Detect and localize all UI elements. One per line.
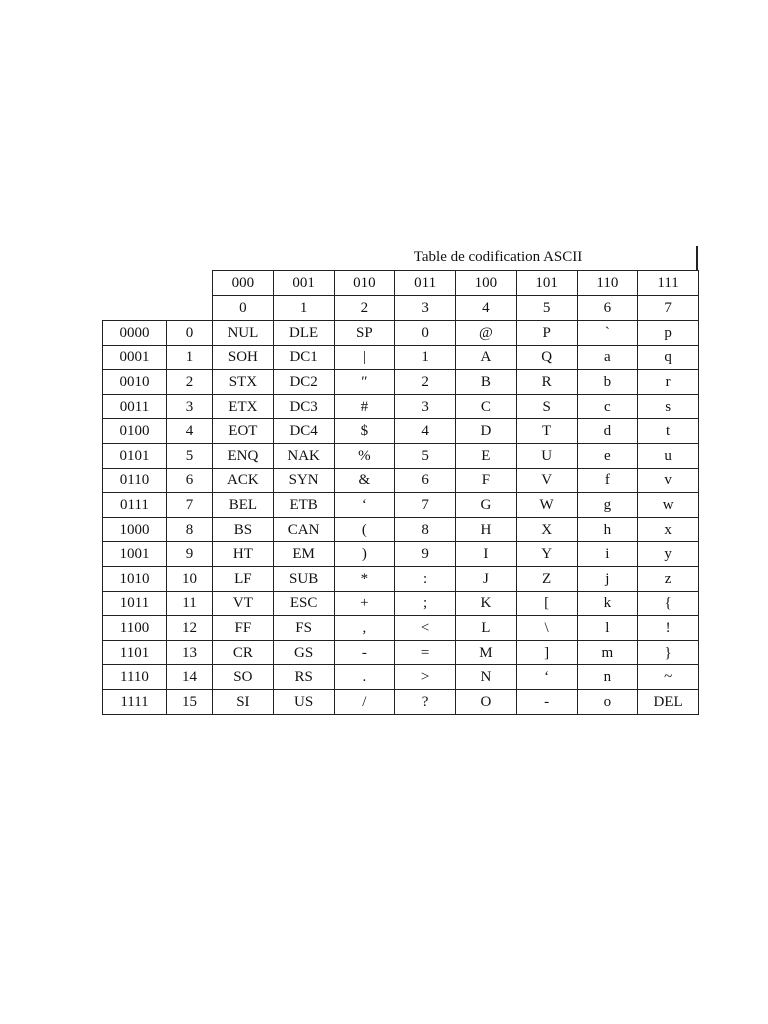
column-decimal-header-row	[103, 296, 699, 321]
ascii-char-cell: =	[395, 640, 456, 665]
column-decimal-header: 4	[456, 296, 517, 321]
ascii-char-cell: ‘	[516, 665, 577, 690]
column-binary-header-row	[103, 271, 699, 296]
row-binary-label: 1100	[103, 616, 167, 641]
ascii-char-cell: o	[577, 689, 638, 714]
ascii-char-cell: M	[456, 640, 517, 665]
ascii-char-cell: 0	[395, 321, 456, 346]
table-row	[103, 517, 699, 542]
column-binary-header: 110	[577, 271, 638, 296]
ascii-char-cell: V	[516, 468, 577, 493]
ascii-char-cell: }	[638, 640, 699, 665]
ascii-char-cell: Y	[516, 542, 577, 567]
ascii-char-cell: !	[638, 616, 699, 641]
row-decimal-label: 15	[167, 689, 213, 714]
ascii-char-cell: 5	[395, 443, 456, 468]
ascii-char-cell: I	[456, 542, 517, 567]
ascii-char-cell: ETB	[273, 493, 334, 518]
ascii-char-cell: k	[577, 591, 638, 616]
ascii-char-cell: DC3	[273, 394, 334, 419]
row-binary-label: 0101	[103, 443, 167, 468]
column-decimal-header: 0	[213, 296, 274, 321]
ascii-char-cell: d	[577, 419, 638, 444]
ascii-char-cell: 4	[395, 419, 456, 444]
ascii-char-cell: DEL	[638, 689, 699, 714]
ascii-char-cell: r	[638, 370, 699, 395]
table-row	[103, 689, 699, 714]
ascii-char-cell: G	[456, 493, 517, 518]
ascii-char-cell: SI	[213, 689, 274, 714]
ascii-char-cell: z	[638, 566, 699, 591]
ascii-char-cell: DC4	[273, 419, 334, 444]
ascii-char-cell: \	[516, 616, 577, 641]
row-binary-label: 1011	[103, 591, 167, 616]
row-binary-label: 0110	[103, 468, 167, 493]
ascii-char-cell: m	[577, 640, 638, 665]
ascii-char-cell: W	[516, 493, 577, 518]
row-binary-label: 1001	[103, 542, 167, 567]
ascii-char-cell: BS	[213, 517, 274, 542]
row-binary-label: 1111	[103, 689, 167, 714]
table-row	[103, 616, 699, 641]
ascii-char-cell: $	[334, 419, 395, 444]
row-decimal-label: 7	[167, 493, 213, 518]
ascii-char-cell: j	[577, 566, 638, 591]
row-decimal-label: 14	[167, 665, 213, 690]
column-binary-header: 001	[273, 271, 334, 296]
ascii-char-cell: ‘	[334, 493, 395, 518]
ascii-char-cell: F	[456, 468, 517, 493]
ascii-char-cell: b	[577, 370, 638, 395]
ascii-char-cell: ]	[516, 640, 577, 665]
ascii-char-cell: c	[577, 394, 638, 419]
ascii-char-cell: B	[456, 370, 517, 395]
ascii-char-cell: [	[516, 591, 577, 616]
ascii-char-cell: #	[334, 394, 395, 419]
ascii-char-cell: {	[638, 591, 699, 616]
ascii-char-cell: J	[456, 566, 517, 591]
ascii-char-cell: *	[334, 566, 395, 591]
ascii-char-cell: h	[577, 517, 638, 542]
ascii-char-cell: R	[516, 370, 577, 395]
ascii-char-cell: &	[334, 468, 395, 493]
column-binary-header: 111	[638, 271, 699, 296]
right-edge-rule	[696, 246, 698, 270]
table-row	[103, 542, 699, 567]
ascii-char-cell: GS	[273, 640, 334, 665]
table-row	[103, 321, 699, 346]
ascii-char-cell: t	[638, 419, 699, 444]
ascii-char-cell: CAN	[273, 517, 334, 542]
row-decimal-label: 3	[167, 394, 213, 419]
table-row	[103, 640, 699, 665]
row-binary-label: 0011	[103, 394, 167, 419]
ascii-char-cell: s	[638, 394, 699, 419]
ascii-char-cell: x	[638, 517, 699, 542]
ascii-char-cell: BEL	[213, 493, 274, 518]
ascii-char-cell: CR	[213, 640, 274, 665]
ascii-char-cell: >	[395, 665, 456, 690]
ascii-char-cell: FF	[213, 616, 274, 641]
ascii-char-cell: Z	[516, 566, 577, 591]
ascii-char-cell: 3	[395, 394, 456, 419]
row-binary-label: 0100	[103, 419, 167, 444]
ascii-char-cell: VT	[213, 591, 274, 616]
ascii-char-cell: H	[456, 517, 517, 542]
row-binary-label: 0111	[103, 493, 167, 518]
ascii-char-cell: +	[334, 591, 395, 616]
ascii-table-body	[103, 271, 699, 715]
ascii-char-cell: @	[456, 321, 517, 346]
ascii-char-cell: ENQ	[213, 443, 274, 468]
ascii-char-cell: SP	[334, 321, 395, 346]
ascii-char-cell: SO	[213, 665, 274, 690]
ascii-char-cell: DC1	[273, 345, 334, 370]
blank-cell	[103, 296, 167, 321]
row-decimal-label: 12	[167, 616, 213, 641]
ascii-char-cell: %	[334, 443, 395, 468]
ascii-char-cell: ″	[334, 370, 395, 395]
ascii-char-cell: A	[456, 345, 517, 370]
column-binary-header: 000	[213, 271, 274, 296]
blank-cell	[167, 296, 213, 321]
ascii-char-cell: ACK	[213, 468, 274, 493]
ascii-char-cell: SYN	[273, 468, 334, 493]
row-decimal-label: 2	[167, 370, 213, 395]
ascii-char-cell: 1	[395, 345, 456, 370]
ascii-char-cell: HT	[213, 542, 274, 567]
row-decimal-label: 4	[167, 419, 213, 444]
blank-cell	[167, 271, 213, 296]
table-row	[103, 394, 699, 419]
column-binary-header: 010	[334, 271, 395, 296]
row-decimal-label: 13	[167, 640, 213, 665]
ascii-char-cell: 7	[395, 493, 456, 518]
ascii-char-cell: ,	[334, 616, 395, 641]
column-decimal-header: 1	[273, 296, 334, 321]
column-decimal-header: 7	[638, 296, 699, 321]
row-decimal-label: 10	[167, 566, 213, 591]
ascii-char-cell: u	[638, 443, 699, 468]
ascii-char-cell: (	[334, 517, 395, 542]
column-binary-header: 100	[456, 271, 517, 296]
row-binary-label: 1110	[103, 665, 167, 690]
ascii-char-cell: p	[638, 321, 699, 346]
table-row	[103, 665, 699, 690]
table-row	[103, 443, 699, 468]
ascii-char-cell: e	[577, 443, 638, 468]
ascii-char-cell: ;	[395, 591, 456, 616]
ascii-char-cell: E	[456, 443, 517, 468]
ascii-char-cell: P	[516, 321, 577, 346]
ascii-char-cell: w	[638, 493, 699, 518]
table-row	[103, 370, 699, 395]
ascii-char-cell: ESC	[273, 591, 334, 616]
ascii-char-cell: X	[516, 517, 577, 542]
row-binary-label: 0000	[103, 321, 167, 346]
row-binary-label: 0010	[103, 370, 167, 395]
row-decimal-label: 11	[167, 591, 213, 616]
ascii-char-cell: f	[577, 468, 638, 493]
column-binary-header: 101	[516, 271, 577, 296]
ascii-char-cell: ~	[638, 665, 699, 690]
ascii-char-cell: `	[577, 321, 638, 346]
ascii-char-cell: n	[577, 665, 638, 690]
ascii-char-cell: FS	[273, 616, 334, 641]
ascii-char-cell: q	[638, 345, 699, 370]
ascii-char-cell: O	[456, 689, 517, 714]
ascii-char-cell: U	[516, 443, 577, 468]
column-binary-header: 011	[395, 271, 456, 296]
ascii-char-cell: /	[334, 689, 395, 714]
ascii-char-cell: NUL	[213, 321, 274, 346]
ascii-char-cell: -	[334, 640, 395, 665]
ascii-char-cell: RS	[273, 665, 334, 690]
row-decimal-label: 6	[167, 468, 213, 493]
ascii-char-cell: DC2	[273, 370, 334, 395]
ascii-table	[102, 270, 699, 715]
row-binary-label: 1010	[103, 566, 167, 591]
table-row	[103, 493, 699, 518]
ascii-char-cell: SUB	[273, 566, 334, 591]
table-row	[103, 566, 699, 591]
ascii-char-cell: C	[456, 394, 517, 419]
column-decimal-header: 6	[577, 296, 638, 321]
ascii-char-cell: N	[456, 665, 517, 690]
ascii-char-cell: |	[334, 345, 395, 370]
ascii-char-cell: DLE	[273, 321, 334, 346]
ascii-char-cell: STX	[213, 370, 274, 395]
ascii-char-cell: LF	[213, 566, 274, 591]
table-row	[103, 591, 699, 616]
ascii-char-cell: 8	[395, 517, 456, 542]
table-title: Table de codification ASCII	[413, 249, 583, 265]
ascii-char-cell: <	[395, 616, 456, 641]
ascii-char-cell: y	[638, 542, 699, 567]
ascii-char-cell: ?	[395, 689, 456, 714]
blank-cell	[103, 271, 167, 296]
ascii-char-cell: SOH	[213, 345, 274, 370]
ascii-char-cell: g	[577, 493, 638, 518]
ascii-char-cell: )	[334, 542, 395, 567]
ascii-char-cell: T	[516, 419, 577, 444]
row-decimal-label: 8	[167, 517, 213, 542]
ascii-char-cell: L	[456, 616, 517, 641]
ascii-char-cell: l	[577, 616, 638, 641]
ascii-char-cell: K	[456, 591, 517, 616]
row-decimal-label: 0	[167, 321, 213, 346]
ascii-char-cell: i	[577, 542, 638, 567]
table-row	[103, 345, 699, 370]
table-row	[103, 419, 699, 444]
ascii-char-cell: a	[577, 345, 638, 370]
ascii-char-cell: D	[456, 419, 517, 444]
row-decimal-label: 1	[167, 345, 213, 370]
ascii-char-cell: US	[273, 689, 334, 714]
ascii-char-cell: ETX	[213, 394, 274, 419]
ascii-char-cell: :	[395, 566, 456, 591]
ascii-char-cell: -	[516, 689, 577, 714]
row-binary-label: 0001	[103, 345, 167, 370]
column-decimal-header: 5	[516, 296, 577, 321]
column-decimal-header: 2	[334, 296, 395, 321]
ascii-char-cell: .	[334, 665, 395, 690]
row-decimal-label: 5	[167, 443, 213, 468]
ascii-char-cell: NAK	[273, 443, 334, 468]
ascii-char-cell: 6	[395, 468, 456, 493]
ascii-char-cell: EOT	[213, 419, 274, 444]
row-binary-label: 1000	[103, 517, 167, 542]
ascii-char-cell: 2	[395, 370, 456, 395]
ascii-char-cell: S	[516, 394, 577, 419]
row-binary-label: 1101	[103, 640, 167, 665]
row-decimal-label: 9	[167, 542, 213, 567]
column-decimal-header: 3	[395, 296, 456, 321]
ascii-char-cell: v	[638, 468, 699, 493]
ascii-char-cell: 9	[395, 542, 456, 567]
table-row	[103, 468, 699, 493]
ascii-char-cell: Q	[516, 345, 577, 370]
ascii-char-cell: EM	[273, 542, 334, 567]
